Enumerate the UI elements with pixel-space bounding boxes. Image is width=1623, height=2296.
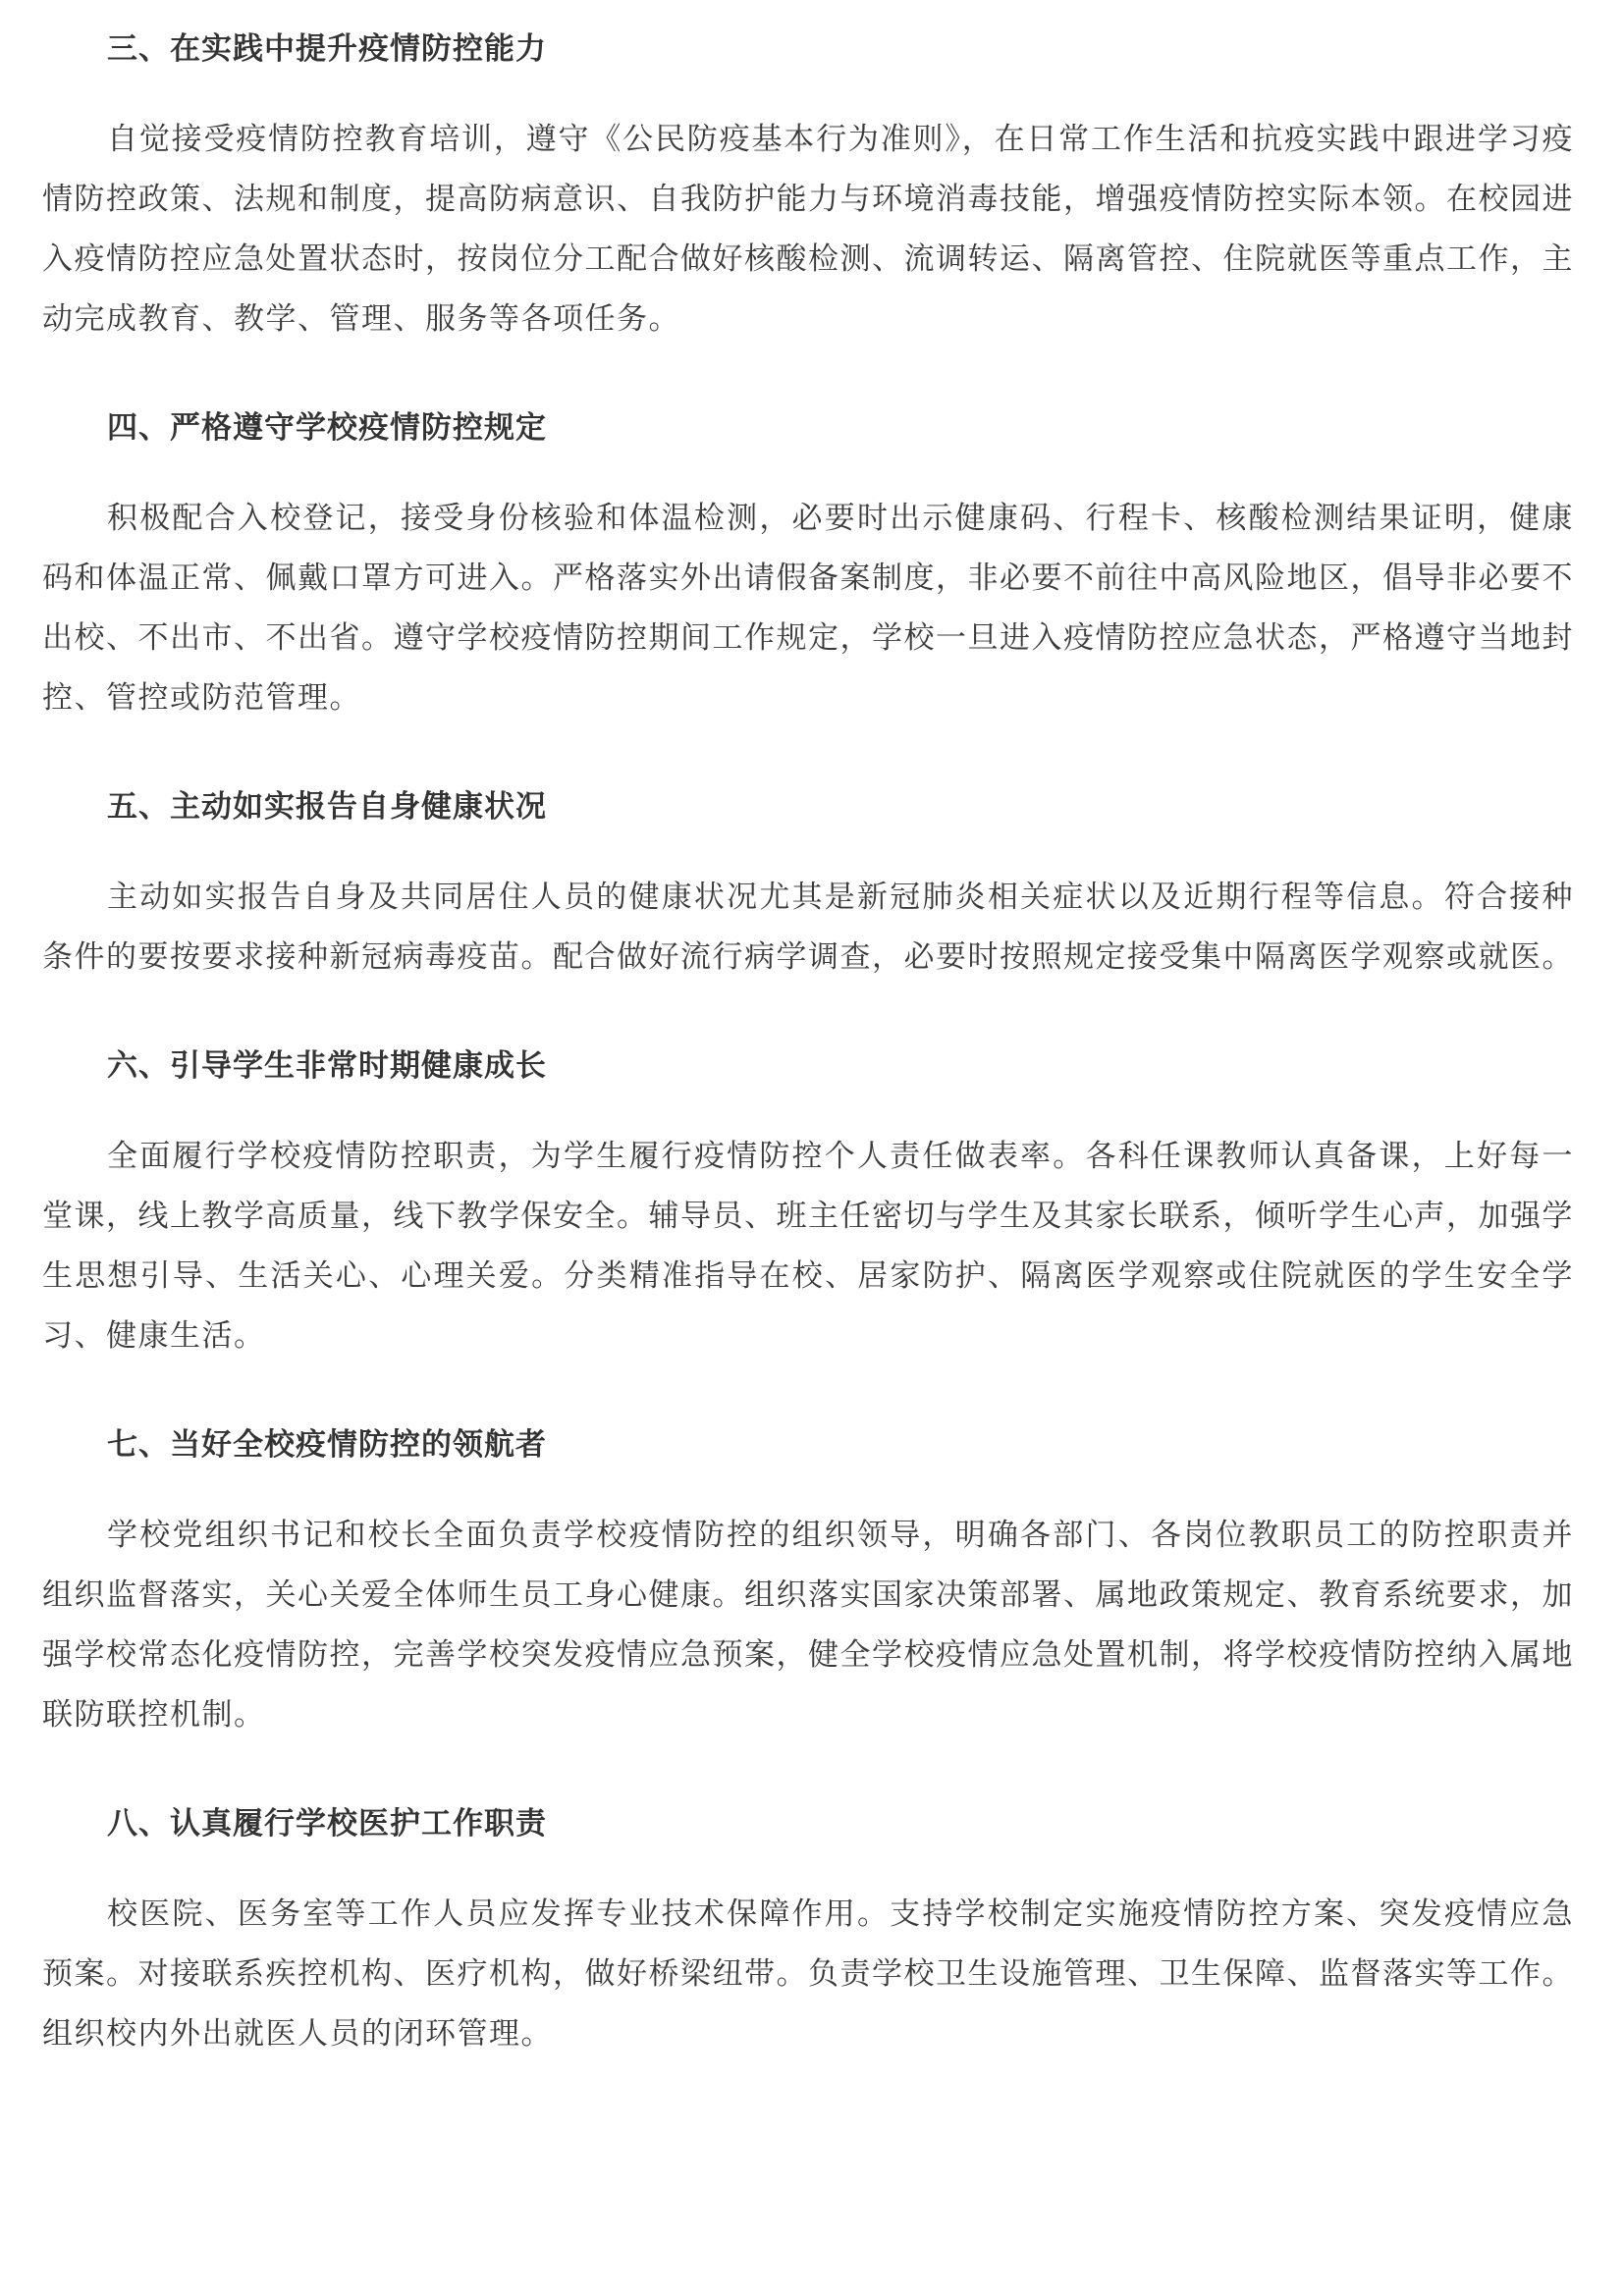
section-heading: 三、在实践中提升疫情防控能力 — [107, 31, 547, 67]
section-7 — [42, 1425, 1574, 1745]
section-4 — [42, 408, 1574, 728]
section-paragraph: 全面履行学校疫情防控职责，为学生履行疫情防控个人责任做表率。各科任课教师认真备课，上好每一堂课，线上教学高质量，线下教学保安全。辅导员、班主任密切与学生及其家长联系，倾听学生心声，加强学生思想引导、生活关心、心理关爱。分类精准指导在校、居家防护、隔离医学观察或住院就医的学生安全学习、健康生活。 — [42, 1139, 1574, 1354]
section-heading: 八、认真履行学校医护工作职责 — [107, 1806, 547, 1842]
section-paragraph: 学校党组织书记和校长全面负责学校疫情防控的组织领导，明确各部门、各岗位教职员工的防控职责并组织监督落实，关心关爱全体师生员工身心健康。组织落实国家决策部署、属地政策规定、教育系统要求，加强学校常态化疫情防控，完善学校突发疫情应急预案，健全学校疫情应急处置机制，将学校疫情防控纳入属地联防联控机制。 — [42, 1518, 1574, 1733]
section-heading: 四、严格遵守学校疫情防控规定 — [107, 410, 547, 446]
section-heading: 五、主动如实报告自身健康状况 — [107, 789, 547, 825]
section-8 — [42, 1804, 1574, 2064]
section-6 — [42, 1046, 1574, 1366]
section-paragraph: 自觉接受疫情防控教育培训，遵守《公民防疫基本行为准则》，在日常工作生活和抗疫实践中跟进学习疫情防控政策、法规和制度，提高防病意识、自我防护能力与环境消毒技能，增强疫情防控实际本领。在校园进入疫情防控应急处置状态时，按岗位分工配合做好核酸检测、流调转运、隔离管控、住院就医等重点工作，主动完成教育、教学、管理、服务等各项任务。 — [42, 122, 1574, 337]
document-body — [42, 0, 1574, 2064]
section-5 — [42, 787, 1574, 988]
section-heading: 六、引导学生非常时期健康成长 — [107, 1048, 547, 1084]
section-paragraph: 主动如实报告自身及共同居住人员的健康状况尤其是新冠肺炎相关症状以及近期行程等信息。符合接种条件的要按要求接种新冠病毒疫苗。配合做好流行病学调查，必要时按照规定接受集中隔离医学观察或就医。 — [42, 880, 1574, 975]
section-paragraph: 积极配合入校登记，接受身份核验和体温检测，必要时出示健康码、行程卡、核酸检测结果证明，健康码和体温正常、佩戴口罩方可进入。严格落实外出请假备案制度，非必要不前往中高风险地区，倡导非必要不出校、不出市、不出省。遵守学校疫情防控期间工作规定，学校一旦进入疫情防控应急状态，严格遵守当地封控、管控或防范管理。 — [42, 501, 1574, 716]
section-3 — [42, 0, 1574, 349]
section-paragraph: 校医院、医务室等工作人员应发挥专业技术保障作用。支持学校制定实施疫情防控方案、突发疫情应急预案。对接联系疾控机构、医疗机构，做好桥梁纽带。负责学校卫生设施管理、卫生保障、监督落实等工作。组织校内外出就医人员的闭环管理。 — [42, 1896, 1574, 2052]
section-heading: 七、当好全校疫情防控的领航者 — [107, 1427, 547, 1463]
